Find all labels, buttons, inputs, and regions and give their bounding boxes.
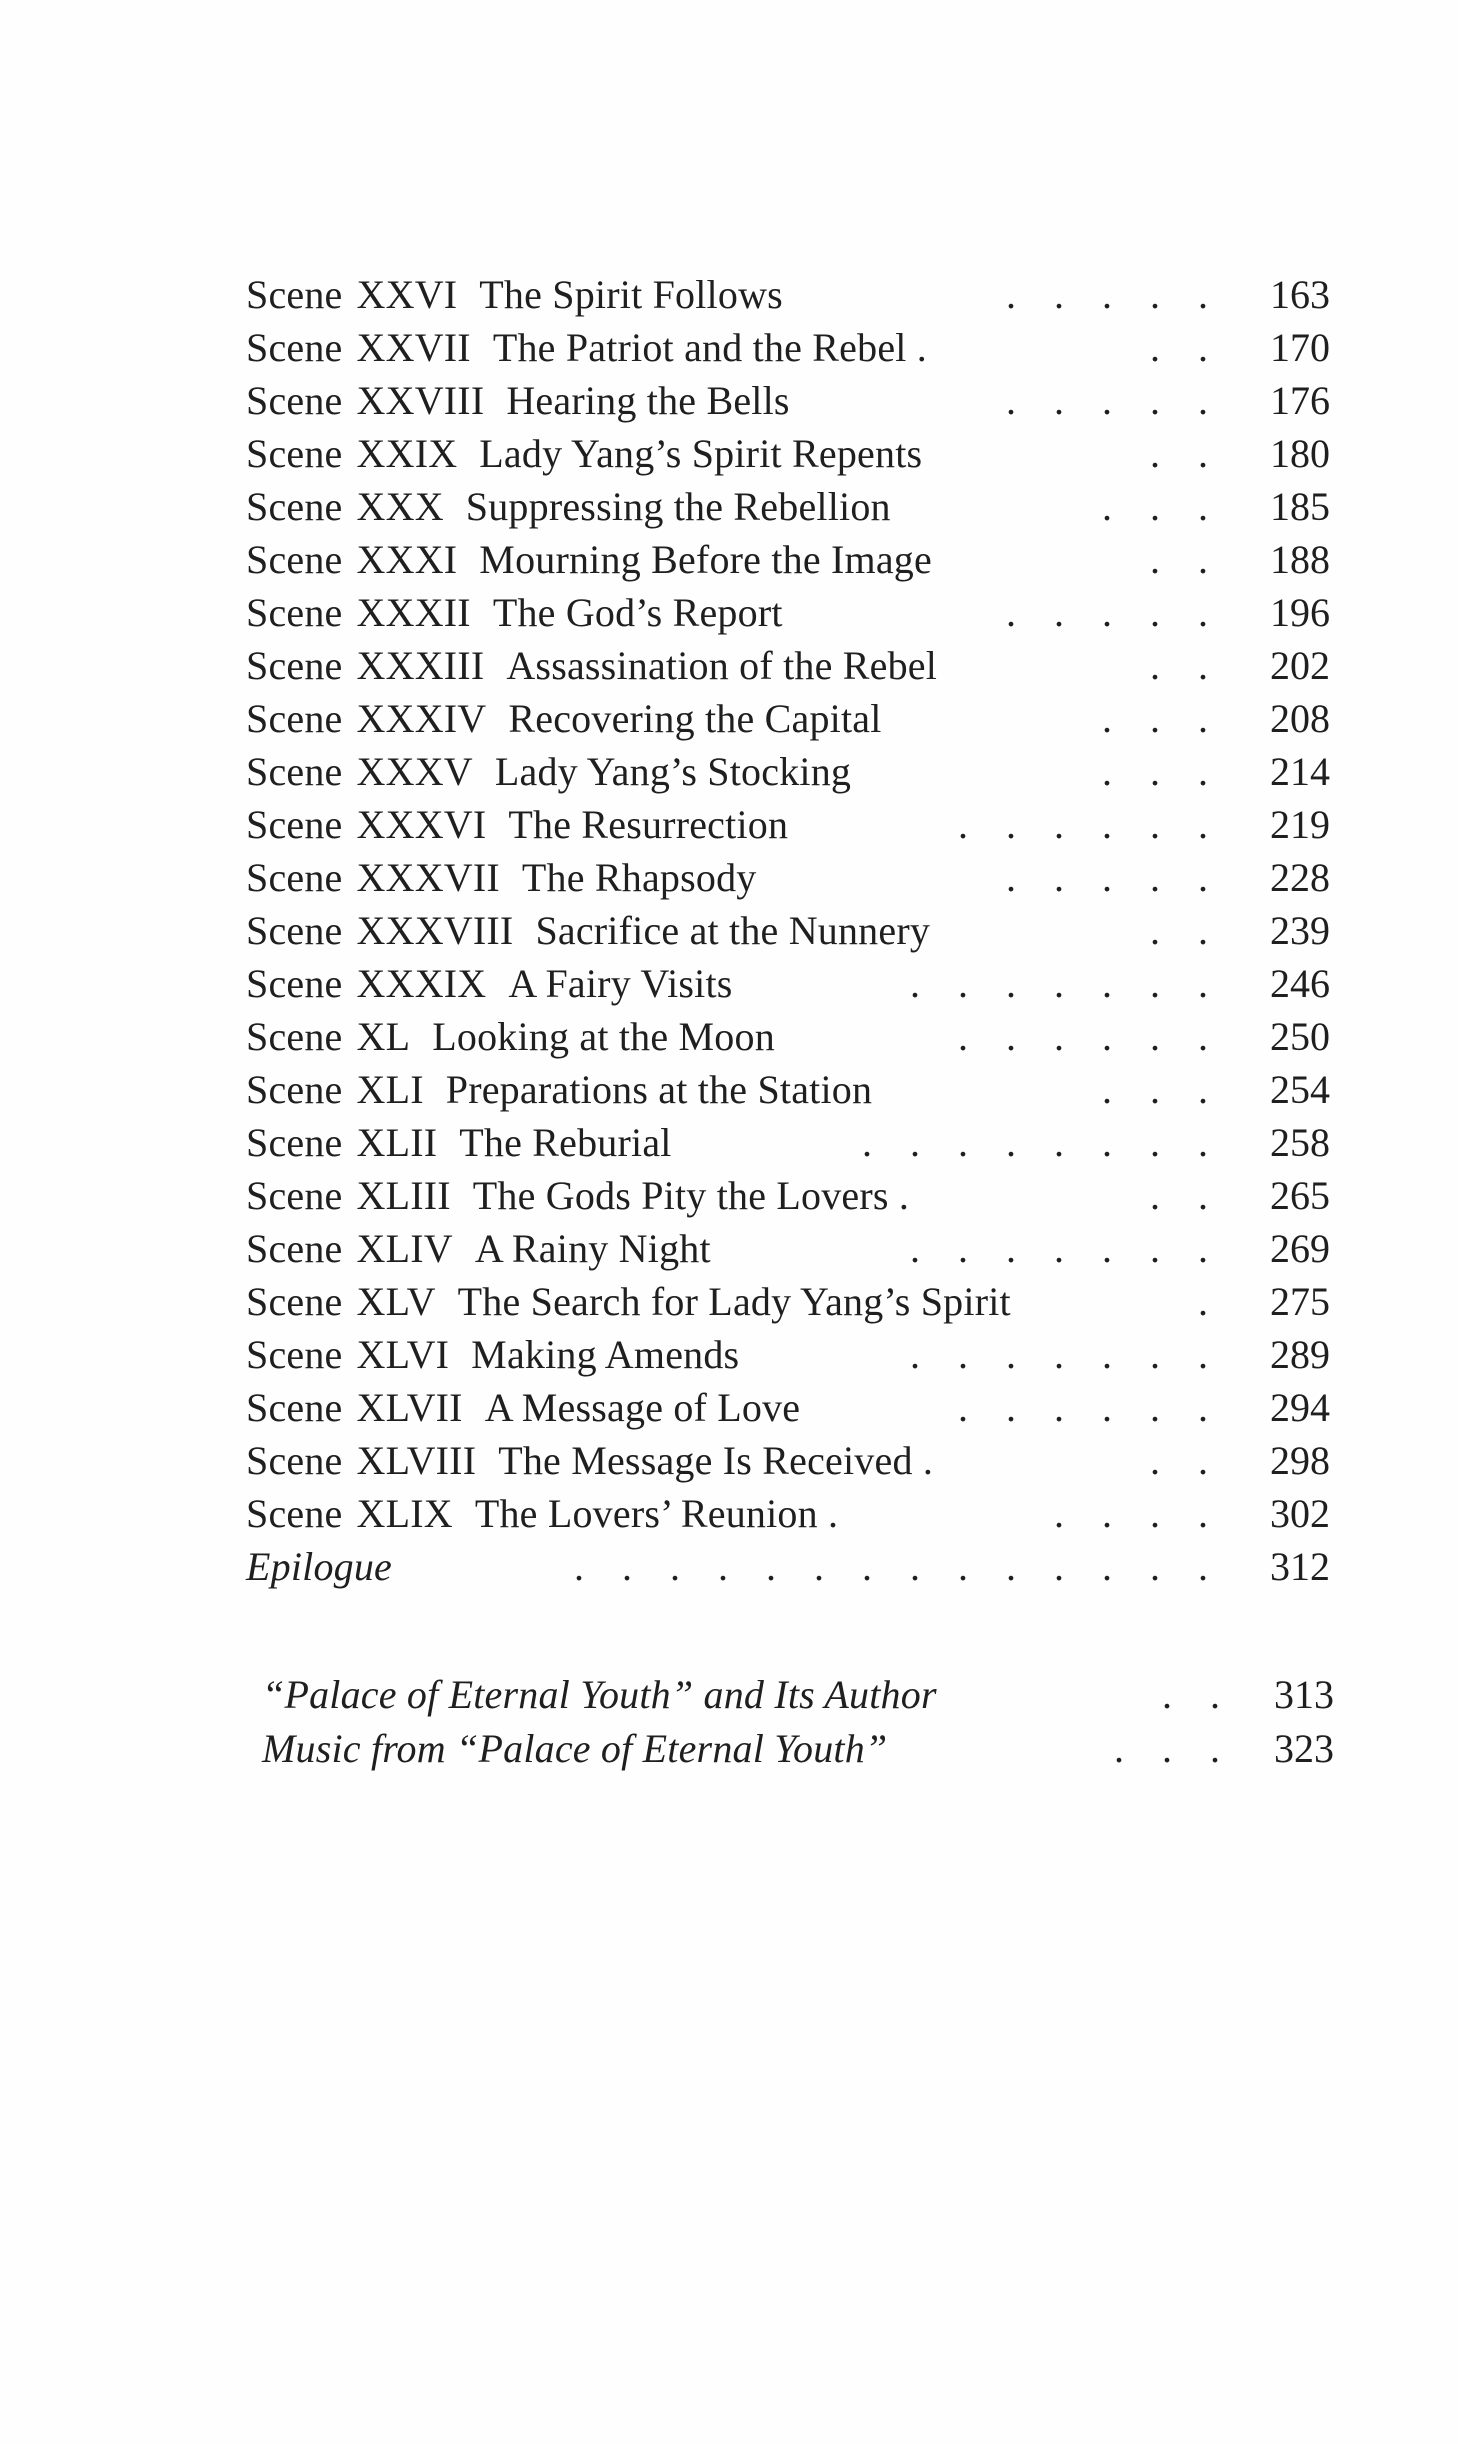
scene-title: The Gods Pity the Lovers . <box>472 1173 910 1218</box>
scene-title: Assassination of the Rebel <box>506 643 938 688</box>
scene-label: Scene <box>246 1279 343 1324</box>
scene-title: Mourning Before the Image <box>479 537 932 582</box>
page-number: 265 <box>1270 1173 1330 1218</box>
dot-leader: . . . . . . <box>958 1385 1222 1430</box>
toc-entry <box>246 745 1346 798</box>
entry-text <box>246 1381 800 1434</box>
toc-entry <box>246 1487 1346 1540</box>
entry-text <box>246 639 937 692</box>
page-number: 250 <box>1270 1014 1330 1059</box>
scene-label: Scene <box>246 908 343 953</box>
page-number: 323 <box>1274 1726 1334 1771</box>
scene-title: A Rainy Night <box>474 1226 711 1271</box>
entry-text <box>246 745 851 798</box>
dot-leader: . . . . . <box>1006 378 1222 423</box>
entry-text <box>246 1328 739 1381</box>
scene-numeral: XXXVI <box>356 802 487 847</box>
scene-label: Scene <box>246 696 343 741</box>
dot-leader: . . . . . . . <box>910 1332 1222 1377</box>
dot-leader: . . . . . . . . <box>862 1120 1222 1165</box>
entry-text <box>246 1116 672 1169</box>
scene-title: Lady Yang’s Spirit Repents <box>479 431 923 476</box>
scene-title: A Fairy Visits <box>508 961 733 1006</box>
scene-title: Hearing the Bells <box>506 378 790 423</box>
scene-numeral: XLIII <box>356 1173 451 1218</box>
page-number: 313 <box>1274 1672 1334 1717</box>
page-number: 176 <box>1270 378 1330 423</box>
dot-leader: . <box>1198 1279 1222 1324</box>
toc-entry <box>246 374 1346 427</box>
page-number: 239 <box>1270 908 1330 953</box>
page-number: 180 <box>1270 431 1330 476</box>
appendix-entry <box>262 1722 1342 1776</box>
page-number: 254 <box>1270 1067 1330 1112</box>
page-number: 312 <box>1270 1544 1330 1589</box>
scene-title: The Search for Lady Yang’s Spirit <box>457 1279 1011 1324</box>
toc-entry <box>246 1116 1346 1169</box>
page-number: 269 <box>1270 1226 1330 1271</box>
scene-numeral: XXXIII <box>356 643 485 688</box>
appendix-entry <box>262 1668 1342 1722</box>
toc-entry <box>246 1169 1346 1222</box>
toc-entry-epilogue <box>246 1540 1346 1593</box>
toc-entry <box>246 639 1346 692</box>
scene-title: The Patriot and the Rebel . <box>492 325 927 370</box>
entry-text <box>246 480 891 533</box>
toc-entry <box>246 851 1346 904</box>
scene-label: Scene <box>246 1067 343 1112</box>
entry-text <box>246 1063 872 1116</box>
scene-title: Suppressing the Rebellion <box>465 484 891 529</box>
toc-entry <box>246 692 1346 745</box>
entry-text <box>246 692 882 745</box>
dot-leader: . . . . . <box>1006 272 1222 317</box>
entry-text <box>246 374 790 427</box>
entry-text <box>246 1487 838 1540</box>
scene-title: Looking at the Moon <box>432 1014 775 1059</box>
toc-entry <box>246 1222 1346 1275</box>
scene-label: Scene <box>246 325 343 370</box>
scene-label: Scene <box>246 802 343 847</box>
scene-numeral: XLIX <box>356 1491 453 1536</box>
toc-entry <box>246 321 1346 374</box>
scene-numeral: XXXI <box>356 537 458 582</box>
scene-label: Scene <box>246 855 343 900</box>
page-number: 196 <box>1270 590 1330 635</box>
scene-title: The Lovers’ Reunion . <box>474 1491 839 1536</box>
page-number: 202 <box>1270 643 1330 688</box>
scene-numeral: XXXIX <box>356 961 487 1006</box>
scene-numeral: XXIX <box>356 431 458 476</box>
toc-entry <box>246 268 1346 321</box>
entry-text <box>246 851 757 904</box>
dot-leader: . . . <box>1102 484 1222 529</box>
page-number: 214 <box>1270 749 1330 794</box>
page-number: 188 <box>1270 537 1330 582</box>
scene-numeral: XLVIII <box>356 1438 477 1483</box>
page-number: 294 <box>1270 1385 1330 1430</box>
dot-leader: . . . <box>1102 1067 1222 1112</box>
page-number: 185 <box>1270 484 1330 529</box>
dot-leader: . . <box>1150 1173 1222 1218</box>
appendix-contents <box>262 1668 1342 1776</box>
scene-label: Scene <box>246 1491 343 1536</box>
entry-text <box>246 798 788 851</box>
dot-leader: . . . . . . <box>958 1014 1222 1059</box>
scene-numeral: XXVII <box>356 325 471 370</box>
scene-title: Preparations at the Station <box>445 1067 873 1112</box>
scene-numeral: XLV <box>356 1279 436 1324</box>
page-number: 219 <box>1270 802 1330 847</box>
scene-label: Scene <box>246 590 343 635</box>
page-number: 208 <box>1270 696 1330 741</box>
dot-leader: . . <box>1150 431 1222 476</box>
scene-label: Scene <box>246 484 343 529</box>
scene-label: Scene <box>246 1173 343 1218</box>
toc-entry <box>246 1381 1346 1434</box>
entry-text <box>246 1169 909 1222</box>
dot-leader: . . <box>1150 325 1222 370</box>
page-number: 170 <box>1270 325 1330 370</box>
entry-text <box>246 1434 933 1487</box>
epilogue-title: Epilogue <box>246 1544 393 1589</box>
scene-title: Making Amends <box>471 1332 740 1377</box>
page-number: 289 <box>1270 1332 1330 1377</box>
entry-text <box>246 321 927 374</box>
appendix-title: “Palace of Eternal Youth” and Its Author <box>262 1672 937 1717</box>
appendix-title: Music from “Palace of Eternal Youth” <box>262 1726 888 1771</box>
scene-label: Scene <box>246 272 343 317</box>
scene-title: The Spirit Follows <box>479 272 783 317</box>
entry-text <box>246 904 930 957</box>
entry-text <box>246 268 783 321</box>
scene-numeral: XLVII <box>356 1385 463 1430</box>
toc-entry <box>246 1328 1346 1381</box>
toc-entry <box>246 1434 1346 1487</box>
page-number: 302 <box>1270 1491 1330 1536</box>
dot-leader: . . . <box>1102 749 1222 794</box>
toc-entry <box>246 957 1346 1010</box>
scene-title: The God’s Report <box>492 590 783 635</box>
dot-leader: . . . . <box>1054 1491 1222 1536</box>
scene-numeral: XXXV <box>356 749 473 794</box>
dot-leader: . . <box>1162 1672 1234 1717</box>
scene-numeral: XXXVIII <box>356 908 514 953</box>
scene-label: Scene <box>246 961 343 1006</box>
page-number: 258 <box>1270 1120 1330 1165</box>
page-number: 298 <box>1270 1438 1330 1483</box>
scene-label: Scene <box>246 378 343 423</box>
scene-title: Sacrifice at the Nunnery <box>535 908 931 953</box>
scene-title: The Rhapsody <box>521 855 757 900</box>
scene-label: Scene <box>246 1332 343 1377</box>
dot-leader: . . <box>1150 1438 1222 1483</box>
entry-text <box>246 427 922 480</box>
toc-entry <box>246 480 1346 533</box>
dot-leader: . . . . . <box>1006 590 1222 635</box>
scene-title: The Resurrection <box>508 802 789 847</box>
scene-title: Recovering the Capital <box>508 696 882 741</box>
toc-entry <box>246 904 1346 957</box>
entry-text <box>246 1275 1011 1328</box>
entry-text <box>246 586 783 639</box>
entry-text <box>246 957 733 1010</box>
scene-label: Scene <box>246 1385 343 1430</box>
scene-numeral: XLIV <box>356 1226 453 1271</box>
dot-leader: . . . . . . . . . . . . . . <box>574 1544 1222 1589</box>
scene-title: The Reburial <box>459 1120 672 1165</box>
toc-entry <box>246 533 1346 586</box>
entry-text <box>246 533 932 586</box>
dot-leader: . . <box>1150 537 1222 582</box>
scene-numeral: XLI <box>356 1067 424 1112</box>
scene-label: Scene <box>246 1014 343 1059</box>
scene-numeral: XXXIV <box>356 696 487 741</box>
scene-title: The Message Is Received . <box>498 1438 934 1483</box>
dot-leader: . . . <box>1114 1726 1234 1771</box>
scene-numeral: XXXII <box>356 590 471 635</box>
dot-leader: . . . <box>1102 696 1222 741</box>
scene-label: Scene <box>246 431 343 476</box>
scene-numeral: XXXVII <box>356 855 500 900</box>
scene-label: Scene <box>246 1438 343 1483</box>
toc-entry <box>246 1010 1346 1063</box>
table-of-contents <box>246 268 1346 1593</box>
scene-label: Scene <box>246 749 343 794</box>
scene-numeral: XLVI <box>356 1332 450 1377</box>
dot-leader: . . . . . . . <box>910 1226 1222 1271</box>
scene-label: Scene <box>246 643 343 688</box>
toc-entry <box>246 427 1346 480</box>
scene-numeral: XLII <box>356 1120 438 1165</box>
entry-text <box>246 1010 775 1063</box>
toc-entry <box>246 1275 1346 1328</box>
page-number: 228 <box>1270 855 1330 900</box>
dot-leader: . . <box>1150 908 1222 953</box>
scene-title: Lady Yang’s Stocking <box>494 749 852 794</box>
dot-leader: . . . . . <box>1006 855 1222 900</box>
scene-numeral: XXVIII <box>356 378 485 423</box>
toc-entry <box>246 586 1346 639</box>
scene-numeral: XL <box>356 1014 411 1059</box>
toc-entry <box>246 798 1346 851</box>
dot-leader: . . . . . . <box>958 802 1222 847</box>
scene-numeral: XXX <box>356 484 444 529</box>
page-number: 275 <box>1270 1279 1330 1324</box>
scene-title: A Message of Love <box>484 1385 801 1430</box>
dot-leader: . . . . . . . <box>910 961 1222 1006</box>
entry-text <box>246 1222 711 1275</box>
scene-label: Scene <box>246 537 343 582</box>
toc-entry <box>246 1063 1346 1116</box>
scene-numeral: XXVI <box>356 272 458 317</box>
scene-label: Scene <box>246 1226 343 1271</box>
page-number: 246 <box>1270 961 1330 1006</box>
dot-leader: . . <box>1150 643 1222 688</box>
scene-label: Scene <box>246 1120 343 1165</box>
page-number: 163 <box>1270 272 1330 317</box>
